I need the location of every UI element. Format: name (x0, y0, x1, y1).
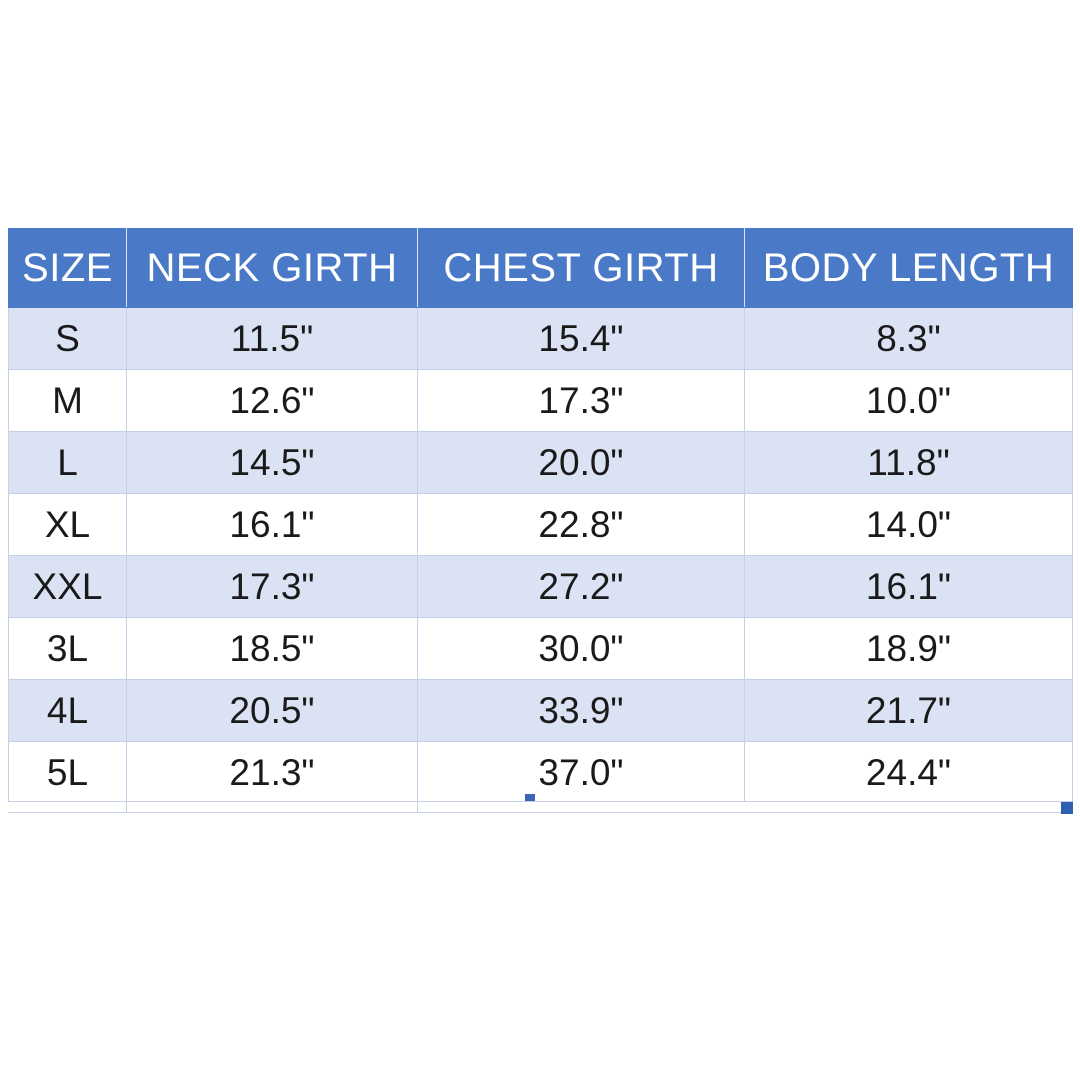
table-row (9, 742, 1073, 804)
table-row (9, 308, 1073, 370)
table-row (9, 370, 1073, 432)
cell-body-length: 16.1" (745, 556, 1073, 618)
cell-chest-girth: 15.4" (418, 308, 745, 370)
table-bottom-edge (8, 801, 1072, 811)
table-row (9, 618, 1073, 680)
cell-body-length: 18.9" (745, 618, 1073, 680)
cell-chest-girth: 22.8" (418, 494, 745, 556)
cell-body-length: 24.4" (745, 742, 1073, 804)
table-row (9, 432, 1073, 494)
column-header-body-length: BODY LENGTH (745, 229, 1073, 308)
cell-size: 5L (9, 742, 127, 804)
cell-chest-girth: 17.3" (418, 370, 745, 432)
cell-size: M (9, 370, 127, 432)
cell-body-length: 8.3" (745, 308, 1073, 370)
size-chart-container (8, 228, 1072, 804)
table-row (9, 494, 1073, 556)
cell-size: 3L (9, 618, 127, 680)
bottom-edge-segment (417, 801, 1073, 813)
cell-body-length: 10.0" (745, 370, 1073, 432)
bottom-edge-segment (8, 801, 126, 813)
cell-neck-girth: 12.6" (127, 370, 418, 432)
cell-size: XL (9, 494, 127, 556)
cell-chest-girth: 30.0" (418, 618, 745, 680)
cell-neck-girth: 16.1" (127, 494, 418, 556)
cell-neck-girth: 18.5" (127, 618, 418, 680)
cell-chest-girth: 27.2" (418, 556, 745, 618)
cell-chest-girth: 37.0" (418, 742, 745, 804)
cell-neck-girth: 20.5" (127, 680, 418, 742)
header-row (9, 229, 1073, 308)
cell-neck-girth: 14.5" (127, 432, 418, 494)
table-row (9, 556, 1073, 618)
bottom-edge-segment (126, 801, 418, 813)
column-header-neck-girth: NECK GIRTH (127, 229, 418, 308)
table-body (9, 308, 1073, 804)
cell-neck-girth: 21.3" (127, 742, 418, 804)
table-row (9, 680, 1073, 742)
cell-body-length: 11.8" (745, 432, 1073, 494)
cell-size: 4L (9, 680, 127, 742)
cell-neck-girth: 17.3" (127, 556, 418, 618)
size-chart-table (8, 228, 1073, 804)
cell-chest-girth: 33.9" (418, 680, 745, 742)
selection-corner-handle[interactable] (1061, 802, 1073, 814)
cell-body-length: 14.0" (745, 494, 1073, 556)
cell-size: XXL (9, 556, 127, 618)
column-header-size: SIZE (9, 229, 127, 308)
cell-chest-girth: 20.0" (418, 432, 745, 494)
cell-size: L (9, 432, 127, 494)
table-header (9, 229, 1073, 308)
column-header-chest-girth: CHEST GIRTH (418, 229, 745, 308)
cell-size: S (9, 308, 127, 370)
cell-neck-girth: 11.5" (127, 308, 418, 370)
cell-body-length: 21.7" (745, 680, 1073, 742)
